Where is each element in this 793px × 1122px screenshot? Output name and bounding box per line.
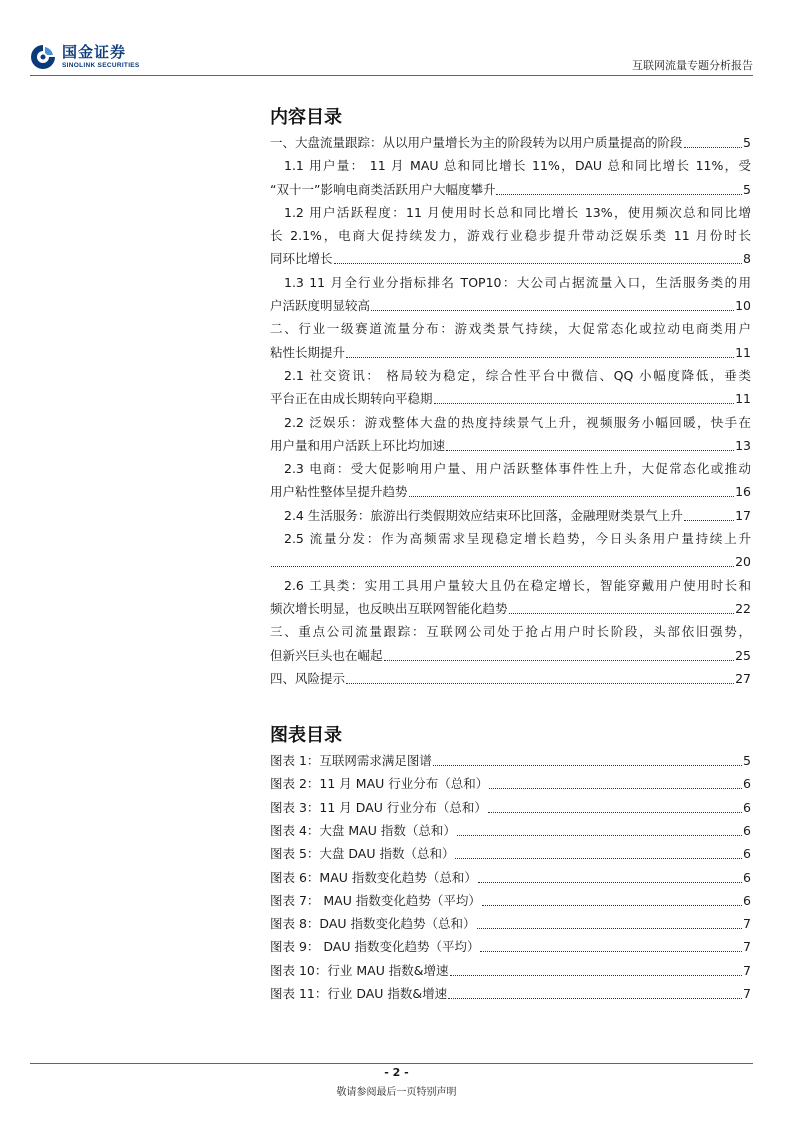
report-title: 互联网流量专题分析报告 [632, 59, 753, 72]
toc-entry[interactable] [270, 319, 751, 366]
figure-label: 图表 9： DAU 指数变化趋势（平均） [270, 939, 480, 955]
toc-entry-text: 1.1 用户量： 11 月 MAU 总和同比增长 11%，DAU 总和同比增长 11%，受 [284, 158, 751, 174]
figure-page-number: 6 [743, 776, 751, 792]
toc-entry[interactable] [270, 529, 751, 576]
toc-entry-text: 平台正在由成长期转向平稳期 [270, 391, 433, 407]
toc-entry-text: 1.2 用户活跃程度：11 月使用时长总和同比增长 13%，使用频次总和同比增 [284, 204, 751, 220]
toc-entry-text: 长 2.1%，电商大促持续发力，游戏行业稳步提升带动泛娱乐类 11 月份时长 [270, 228, 751, 244]
dot-leader [684, 519, 734, 521]
dot-leader [457, 834, 742, 836]
toc-page-number: 5 [743, 181, 751, 197]
figure-page-number: 5 [743, 753, 751, 768]
toc-entry-text: 一、大盘流量跟踪：从以用户量增长为主的阶段转为以用户质量提高的阶段 [270, 135, 683, 150]
toc-page-number: 13 [735, 437, 751, 453]
dot-leader [477, 927, 743, 929]
dot-leader [346, 356, 734, 358]
dot-leader [455, 857, 742, 859]
header-divider [30, 75, 753, 76]
company-logo [30, 44, 140, 70]
toc-entry[interactable] [270, 413, 751, 460]
dot-leader [509, 612, 735, 614]
toc-entry-text: 同环比增长 [270, 251, 333, 267]
footer-divider [30, 1063, 753, 1064]
toc-page-number: 16 [735, 484, 751, 500]
toc-entry-text: 2.4 生活服务：旅游出行类假期效应结束环比回落，金融理财类景气上升 [284, 507, 683, 523]
toc-entry-text: 户活跃度明显较高 [270, 298, 371, 314]
logo-english-name: SINOLINK SECURITIES [62, 61, 140, 69]
logo-chinese-name: 国金证券 [62, 42, 127, 61]
toc-entry[interactable] [270, 669, 751, 692]
toc-heading: 内容目录 [270, 107, 342, 128]
disclaimer: 敬请参阅最后一页特别声明 [336, 1087, 457, 1098]
figure-label: 图表 8：DAU 指数变化趋势（总和） [270, 916, 476, 932]
dot-leader [271, 565, 734, 567]
toc-page-number: 20 [735, 554, 751, 570]
dot-leader [371, 309, 734, 311]
figure-label: 图表 3：11 月 DAU 行业分布（总和） [270, 799, 487, 815]
toc-entry-text: 1.3 11 月全行业分指标排名 TOP10：大公司占据流量入口，生活服务类的用 [284, 274, 751, 290]
toc-page-number: 22 [735, 600, 751, 616]
toc-entry-text: 2.3 电商：受大促影响用户量、用户活跃整体事件性上升，大促常态化或推动 [284, 461, 751, 477]
toc-entry[interactable] [270, 576, 751, 623]
dot-leader [478, 881, 742, 883]
toc-entry[interactable] [270, 506, 751, 529]
toc-entry-text: 2.6 工具类：实用工具用户量较大且仍在稳定增长，智能穿戴用户使用时长和 [284, 577, 751, 593]
toc-page-number: 25 [735, 647, 751, 663]
dot-leader [433, 764, 742, 766]
toc-page-number: 17 [735, 507, 751, 523]
dot-leader [448, 997, 742, 999]
dot-leader [384, 659, 735, 661]
toc-page-number: 5 [743, 135, 751, 150]
toc-entry-text: 三、重点公司流量跟踪：互联网公司处于抢占用户时长阶段，头部依旧强势， [270, 624, 751, 640]
figure-page-number: 6 [743, 892, 751, 908]
toc-entry-text: 粘性长期提升 [270, 344, 346, 360]
toc-entry[interactable] [270, 156, 751, 203]
page-number: - 2 - [384, 1066, 409, 1079]
figure-page-number: 6 [743, 822, 751, 838]
dot-leader [482, 904, 742, 906]
figures-heading: 图表目录 [270, 725, 342, 746]
dot-leader [346, 682, 734, 684]
figure-page-number: 6 [743, 846, 751, 862]
toc-entry[interactable] [270, 203, 751, 273]
dot-leader [334, 262, 743, 264]
dot-leader [450, 974, 742, 976]
toc-page-number: 11 [735, 391, 751, 407]
toc-page-number: 11 [735, 344, 751, 360]
toc-entry-text: 但新兴巨头也在崛起 [270, 647, 383, 663]
figure-label: 图表 7： MAU 指数变化趋势（平均） [270, 892, 481, 908]
toc-entry-text: 二、行业一级赛道流量分布：游戏类景气持续，大促常态化或拉动电商类用户 [270, 321, 751, 337]
dot-leader [496, 193, 742, 195]
figure-page-number: 6 [743, 869, 751, 885]
figure-label: 图表 10：行业 MAU 指数&增速 [270, 962, 449, 978]
toc-entry-text: 四、风险提示 [270, 670, 346, 686]
toc-entry[interactable] [270, 273, 751, 320]
sinolink-logo-icon [30, 44, 56, 70]
toc-entry[interactable] [270, 133, 751, 156]
dot-leader [409, 495, 735, 497]
toc-entry-text: 用户粘性整体呈提升趋势 [270, 484, 408, 500]
toc-entry[interactable] [270, 459, 751, 506]
figure-label: 图表 4：大盘 MAU 指数（总和） [270, 822, 456, 838]
dot-leader [480, 950, 742, 952]
dot-leader [488, 811, 742, 813]
figure-label: 图表 5：大盘 DAU 指数（总和） [270, 846, 455, 862]
figure-page-number: 6 [743, 799, 751, 815]
toc-entry-text: 用户量和用户活跃上环比均加速 [270, 437, 446, 453]
dot-leader [446, 449, 734, 451]
toc-page-number: 10 [735, 298, 751, 314]
toc-page-number: 8 [743, 251, 751, 267]
toc-entry-text: 2.5 流量分发：作为高频需求呈现稳定增长趋势，今日头条用户量持续上升 [284, 531, 751, 547]
toc-entry[interactable] [270, 622, 751, 669]
toc-entry[interactable] [270, 366, 751, 413]
toc-entry-text: 频次增长明显，也反映出互联网智能化趋势 [270, 600, 508, 616]
figure-page-number: 7 [743, 986, 751, 1001]
toc-entry-text: 2.2 泛娱乐：游戏整体大盘的热度持续景气上升，视频服务小幅回暖，快手在 [284, 414, 751, 430]
figure-label: 图表 2：11 月 MAU 行业分布（总和） [270, 776, 489, 792]
figure-page-number: 7 [743, 962, 751, 978]
figure-page-number: 7 [743, 939, 751, 955]
figure-page-number: 7 [743, 916, 751, 932]
figure-label: 图表 11：行业 DAU 指数&增速 [270, 986, 448, 1001]
figure-label: 图表 1：互联网需求满足图谱 [270, 753, 432, 768]
toc-page-number: 27 [735, 670, 751, 686]
toc-entry-text: “双十一”影响电商类活跃用户大幅度攀升 [270, 181, 496, 197]
figure-label: 图表 6：MAU 指数变化趋势（总和） [270, 869, 477, 885]
toc-entry-text: 2.1 社交资讯： 格局较为稳定，综合性平台中微信、QQ 小幅度降低，垂类 [284, 368, 751, 383]
dot-leader [434, 402, 735, 404]
dot-leader [684, 146, 743, 148]
dot-leader [489, 787, 742, 789]
